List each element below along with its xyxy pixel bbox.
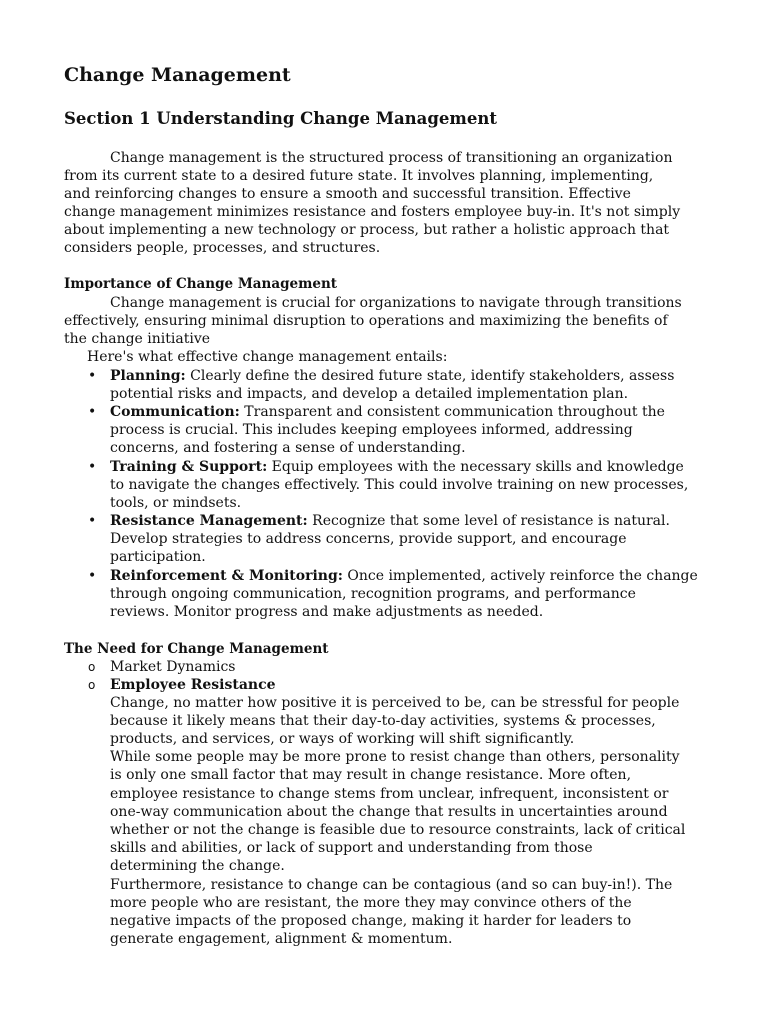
paragraph-line: considers people, processes, and structures. bbox=[64, 240, 381, 256]
list-item-label: Resistance Management: bbox=[110, 513, 308, 529]
list-item-line: Develop strategies to address concerns, provide support, and encourage bbox=[110, 531, 627, 547]
list-item-line: concerns, and fostering a sense of understanding. bbox=[110, 440, 466, 456]
list-item-first-line bbox=[110, 567, 698, 585]
paragraph-line: Furthermore, resistance to change can be contagious (and so can buy-in!). The bbox=[110, 877, 673, 893]
list-item-line: process is crucial. This includes keeping employees informed, addressing bbox=[110, 422, 633, 438]
paragraph-line: is only one small factor that may result in change resistance. More often, bbox=[110, 767, 632, 783]
paragraph-line: negative impacts of the proposed change, making it harder for leaders to bbox=[110, 913, 632, 929]
paragraph-line: determining the change. bbox=[110, 858, 285, 874]
paragraph-line: employee resistance to change stems from unclear, infrequent, inconsistent or bbox=[110, 786, 669, 802]
list-item-first-line bbox=[110, 367, 674, 385]
list-item-text: Transparent and consistent communication throughout the bbox=[239, 404, 665, 420]
paragraph-line: one-way communication about the change that results in uncertainties around bbox=[110, 804, 668, 820]
bullet-icon: • bbox=[88, 513, 97, 529]
list-item-first-line bbox=[110, 403, 665, 421]
paragraph-line: skills and abilities, or lack of support and understanding from those bbox=[110, 840, 593, 856]
list-item-line: participation. bbox=[110, 549, 206, 565]
list-item-line: potential risks and impacts, and develop a detailed implementation plan. bbox=[110, 386, 629, 402]
list-item-label: Communication: bbox=[110, 404, 240, 420]
paragraph-line: because it likely means that their day-to-day activities, systems & processes, bbox=[110, 713, 656, 729]
list-item-label: Employee Resistance bbox=[110, 677, 276, 693]
list-item-text: Once implemented, actively reinforce the change bbox=[342, 568, 698, 584]
list-item-label: Training & Support: bbox=[110, 459, 268, 475]
paragraph-line: from its current state to a desired future state. It involves planning, implementing, bbox=[64, 168, 654, 184]
entails-line: Here's what effective change management entails: bbox=[87, 349, 448, 365]
paragraph-line: Change, no matter how positive it is perceived to be, can be stressful for people bbox=[110, 695, 680, 711]
circle-bullet-icon: o bbox=[88, 678, 96, 692]
list-item-line: tools, or mindsets. bbox=[110, 495, 242, 511]
list-item-text: Recognize that some level of resistance is natural. bbox=[307, 513, 670, 529]
list-item-line: to navigate the changes effectively. This could involve training on new processes, bbox=[110, 477, 689, 493]
paragraph-line: Change management is the structured process of transitioning an organization bbox=[110, 150, 673, 166]
bullet-icon: • bbox=[88, 459, 97, 475]
need-heading: The Need for Change Management bbox=[64, 641, 329, 657]
list-item-first-line bbox=[110, 458, 684, 476]
list-item-line: through ongoing communication, recognition programs, and performance bbox=[110, 586, 636, 602]
paragraph-line: about implementing a new technology or process, but rather a holistic approach that bbox=[64, 222, 670, 238]
bullet-icon: • bbox=[88, 404, 97, 420]
paragraph-line: and reinforcing changes to ensure a smooth and successful transition. Effective bbox=[64, 186, 631, 202]
paragraph-line: effectively, ensuring minimal disruption to operations and maximizing the benefits of bbox=[64, 313, 668, 329]
list-item-text: Clearly define the desired future state, identify stakeholders, assess bbox=[185, 368, 675, 384]
section-heading: Section 1 Understanding Change Management bbox=[64, 109, 497, 128]
document-title: Change Management bbox=[64, 64, 291, 86]
list-item-line: reviews. Monitor progress and make adjustments as needed. bbox=[110, 604, 544, 620]
circle-bullet-icon: o bbox=[88, 660, 96, 674]
paragraph-line: Change management is crucial for organizations to navigate through transitions bbox=[110, 295, 682, 311]
list-item-label: Planning: bbox=[110, 368, 186, 384]
list-item-label: Market Dynamics bbox=[110, 659, 236, 675]
list-item-label: Reinforcement & Monitoring: bbox=[110, 568, 343, 584]
paragraph-line: more people who are resistant, the more they may convince others of the bbox=[110, 895, 632, 911]
paragraph-line: the change initiative bbox=[64, 331, 211, 347]
paragraph-line: While some people may be more prone to resist change than others, personality bbox=[110, 749, 680, 765]
importance-heading: Importance of Change Management bbox=[64, 276, 338, 292]
list-item-text: Equip employees with the necessary skills and knowledge bbox=[267, 459, 684, 475]
bullet-icon: • bbox=[88, 568, 97, 584]
paragraph-line: whether or not the change is feasible due to resource constraints, lack of critical bbox=[110, 822, 686, 838]
paragraph-line: products, and services, or ways of working will shift significantly. bbox=[110, 731, 575, 747]
paragraph-line: generate engagement, alignment & momentum. bbox=[110, 931, 453, 947]
paragraph-line: change management minimizes resistance and fosters employee buy-in. It's not simply bbox=[64, 204, 681, 220]
list-item-first-line bbox=[110, 512, 670, 530]
bullet-icon: • bbox=[88, 368, 97, 384]
